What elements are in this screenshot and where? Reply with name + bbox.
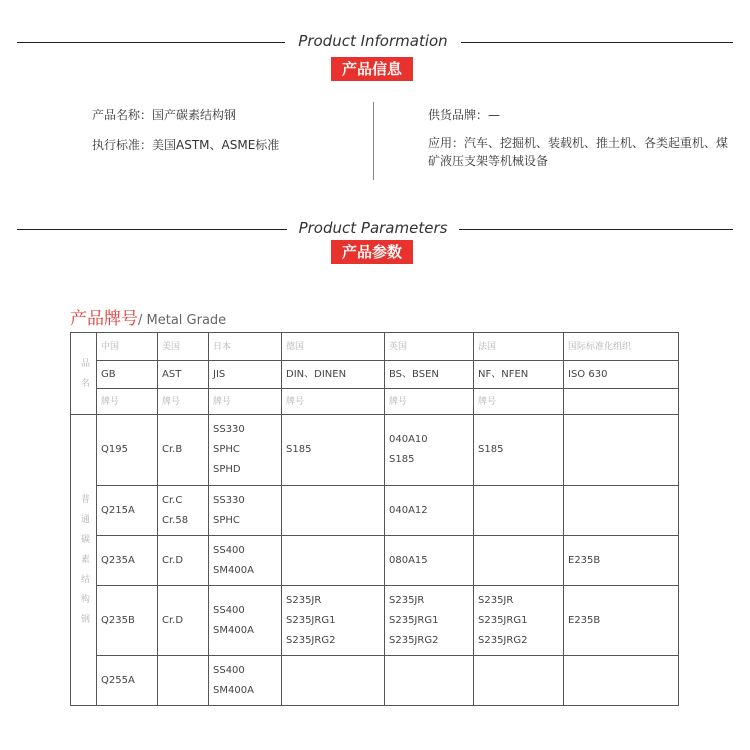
grade-cell: 040A12: [385, 486, 474, 536]
grade-cell: SS400 SM400A: [209, 656, 282, 706]
standard-cell: DIN、DINEN: [282, 361, 385, 389]
grade-cell: SS330 SPHC: [209, 486, 282, 536]
brand-label-cell: 牌号: [97, 389, 158, 415]
standard-cell: AST: [158, 361, 209, 389]
brand-label-cell: [564, 389, 679, 415]
metal-grade-table: [70, 332, 679, 706]
grade-cell: [474, 536, 564, 586]
grade-cell: [282, 486, 385, 536]
country-cell: 英国: [385, 333, 474, 361]
grade-cell: 040A10 S185: [385, 415, 474, 486]
country-cell: 美国: [158, 333, 209, 361]
brand-label-cell: 牌号: [158, 389, 209, 415]
grade-row-q235b: [71, 586, 679, 656]
grade-cell: S235JR S235JRG1 S235JRG2: [282, 586, 385, 656]
grade-cell: [385, 656, 474, 706]
row-group-label: 普 通 碳 素 结 构 钢: [71, 415, 97, 706]
grade-cell: S235JR S235JRG1 S235JRG2: [385, 586, 474, 656]
grade-cell: E235B: [564, 586, 679, 656]
grade-cell: [564, 656, 679, 706]
grade-cell: Q195: [97, 415, 158, 486]
grade-cell: S235JR S235JRG1 S235JRG2: [474, 586, 564, 656]
standard-cell: NF、NFEN: [474, 361, 564, 389]
standard-cell: JIS: [209, 361, 282, 389]
info-header-line-left: [17, 42, 285, 43]
grade-cell: [158, 656, 209, 706]
info-header-badge: 产品信息: [331, 57, 413, 81]
standard-cell: ISO 630: [564, 361, 679, 389]
grade-cell: SS400 SM400A: [209, 536, 282, 586]
country-cell: 国际标准化组织: [564, 333, 679, 361]
country-cell: 中国: [97, 333, 158, 361]
grade-cell: Cr.B: [158, 415, 209, 486]
grade-cell: [474, 486, 564, 536]
grade-cell: [474, 656, 564, 706]
grade-row-q255a: [71, 656, 679, 706]
params-header-badge: 产品参数: [331, 240, 413, 264]
params-header-line-right: [459, 229, 733, 230]
brand-label-cell: 牌号: [385, 389, 474, 415]
grade-row-q195: [71, 415, 679, 486]
product-application: 应用：汽车、挖掘机、装载机、推土机、各类起重机、煤矿液压支架等机械设备: [428, 136, 729, 168]
product-standard: 执行标准：美国ASTM、ASME标准: [92, 138, 280, 152]
grade-cell: S185: [282, 415, 385, 486]
metal-grade-heading-cn: 产品牌号: [70, 309, 138, 329]
brand-label-cell: 牌号: [474, 389, 564, 415]
grade-cell: [564, 486, 679, 536]
brand-label-cell: 牌号: [209, 389, 282, 415]
grade-row-q235a: [71, 536, 679, 586]
standard-cell: GB: [97, 361, 158, 389]
info-divider: [373, 102, 374, 180]
grade-cell: [282, 656, 385, 706]
product-name: 产品名称：国产碳素结构钢: [92, 108, 237, 122]
grade-cell: Cr.D: [158, 586, 209, 656]
grade-cell: Q235B: [97, 586, 158, 656]
grade-cell: Cr.C Cr.58: [158, 486, 209, 536]
grade-cell: [282, 536, 385, 586]
info-header-title: Product Information: [298, 32, 448, 50]
country-cell: 德国: [282, 333, 385, 361]
standard-cell: BS、BSEN: [385, 361, 474, 389]
params-header-title: Product Parameters: [298, 219, 448, 237]
brand-label-row: [71, 389, 679, 415]
grade-cell: Cr.D: [158, 536, 209, 586]
grade-cell: E235B: [564, 536, 679, 586]
brand-label-cell: 牌号: [282, 389, 385, 415]
grade-cell: SS400 SM400A: [209, 586, 282, 656]
grade-cell: 080A15: [385, 536, 474, 586]
country-row: [71, 333, 679, 361]
metal-grade-heading-en: / Metal Grade: [138, 313, 227, 328]
grade-cell: [564, 415, 679, 486]
standard-row: [71, 361, 679, 389]
corner-label: 品 名: [71, 333, 97, 415]
info-header-line-right: [461, 42, 733, 43]
country-cell: 日本: [209, 333, 282, 361]
params-header-line-left: [17, 229, 287, 230]
metal-grade-heading: [70, 304, 226, 329]
product-brand: 供货品牌：—: [428, 108, 501, 122]
grade-row-q215a: [71, 486, 679, 536]
grade-cell: S185: [474, 415, 564, 486]
grade-cell: SS330 SPHC SPHD: [209, 415, 282, 486]
grade-cell: Q235A: [97, 536, 158, 586]
grade-cell: Q215A: [97, 486, 158, 536]
country-cell: 法国: [474, 333, 564, 361]
grade-cell: Q255A: [97, 656, 158, 706]
